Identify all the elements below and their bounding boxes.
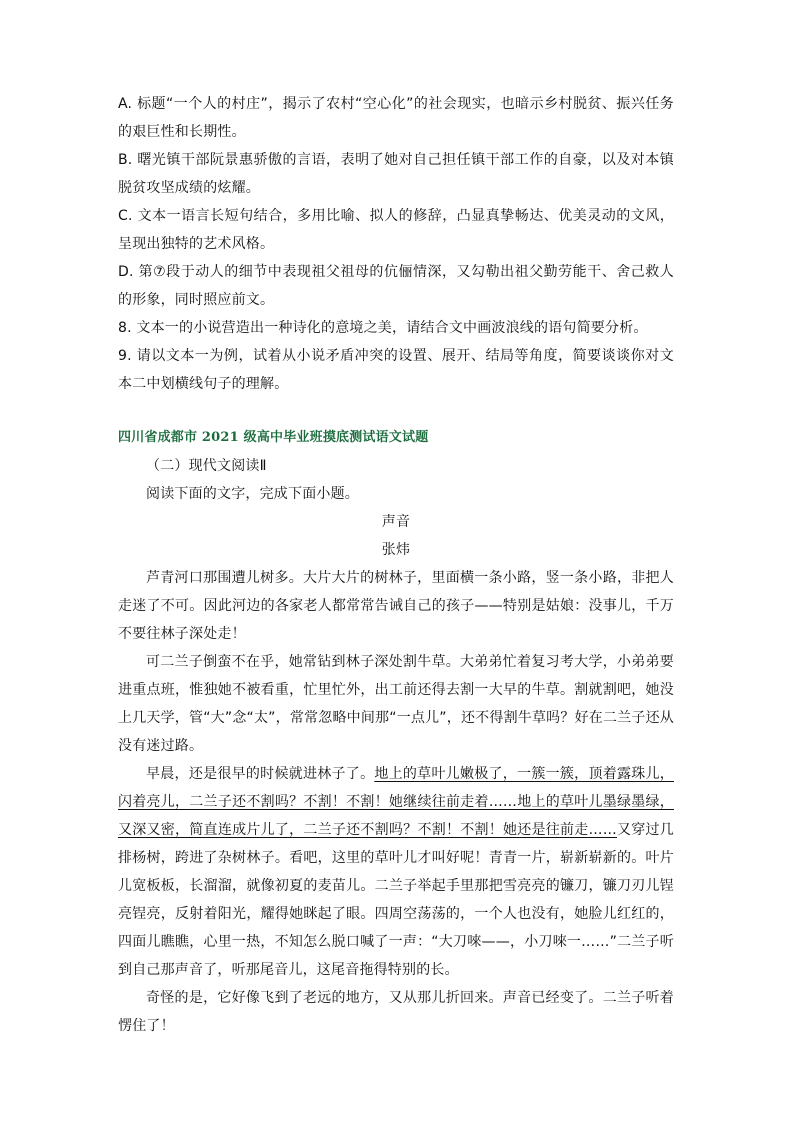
underlined-sentence: 地上的草叶儿嫩极了，一簇一簇，顶着露珠儿，闪着亮儿，二兰子还不割吗？不割！不割！她继续往前走着……地上的草叶儿墨绿墨绿，又深又密，简直连成片儿了，二兰子还不割吗？不割！不割！她还是往前走…… [118, 766, 674, 838]
question-9: 9. 请以文本一为例，试着从小说矛盾冲突的设置、展开、结局等角度，简要谈谈你对文本二中划横线句子的理解。 [118, 348, 674, 392]
source-heading: 四川省成都市 2021 级高中毕业班摸底测试语文试题 [118, 430, 429, 445]
option-b: B. 曙光镇干部阮景惠骄傲的言语，表明了她对自己担任镇干部工作的自豪，以及对本镇脱贫攻坚成绩的炫耀。 [118, 152, 674, 196]
passage-paragraph-2: 可二兰子倒蛮不在乎，她常钻到林子深处割牛草。大弟弟忙着复习考大学，小弟弟要进重点班，惟独她不被看重，忙里忙外，出工前还得去割一大早的牛草。割就割吧，她没上几天学，管“大”念“太”，常常忽略中间那“一点儿”，还不得割牛草吗？好在二兰子还从没有迷过路。 [118, 654, 674, 754]
passage-paragraph-1: 芦青河口那围遭儿树多。大片大片的树林子，里面横一条小路，竖一条小路，非把人走迷了不可。因此河边的各家老人都常常告诫自己的孩子——特别是姑娘：没事儿，千万不要往林子深处走！ [118, 570, 674, 642]
passage-title: 声音 [381, 514, 411, 530]
instruction-text: 阅读下面的文字，完成下面小题。 [146, 486, 359, 502]
option-c: C. 文本一语言长短句结合，多用比喻、拟人的修辞，凸显真挚畅达、优美灵动的文风，呈现出独特的艺术风格。 [118, 208, 674, 252]
passage-author: 张炜 [381, 542, 411, 558]
section-heading: （二）现代文阅读Ⅱ [146, 458, 267, 474]
paragraph-3-rest: 又穿过几排杨树，跨进了杂树林子。看吧，这里的草叶儿才叫好呢！青青一片，崭新崭新的。叶片儿宽板板，长溜溜，就像初夏的麦苗儿。二兰子举起手里那把雪亮亮的镰刀，镰刀刃儿锃亮锃亮，反射着阳光，耀得她眯起了眼。四周空荡荡的，一个人也没有，她脸儿红红的，四面儿瞧瞧，心里一热，不知怎么脱口喊了一声：“大刀唻——，小刀唻一……”二兰子听到自己那声音了，听那尾音儿，这尾音拖得特别的长。 [118, 822, 674, 978]
option-d: D. 第⑦段于动人的细节中表现祖父祖母的伉俪情深，又勾勒出祖父勤劳能干、舍己救人的形象，同时照应前文。 [118, 264, 674, 308]
question-8: 8. 文本一的小说营造出一种诗化的意境之美，请结合文中画波浪线的语句简要分析。 [118, 320, 648, 336]
passage-paragraph-3 [118, 760, 674, 984]
option-a: A. 标题“一个人的村庄”，揭示了农村“空心化”的社会现实，也暗示乡村脱贫、振兴任务的艰巨性和长期性。 [118, 96, 674, 140]
paragraph-3-lead: 早晨，还是很早的时候就进林子了。 [146, 766, 375, 782]
passage-paragraph-4: 奇怪的是，它好像飞到了老远的地方，又从那儿折回来。声音已经变了。二兰子听着愣住了！ [118, 990, 674, 1034]
page-content [118, 90, 674, 1040]
